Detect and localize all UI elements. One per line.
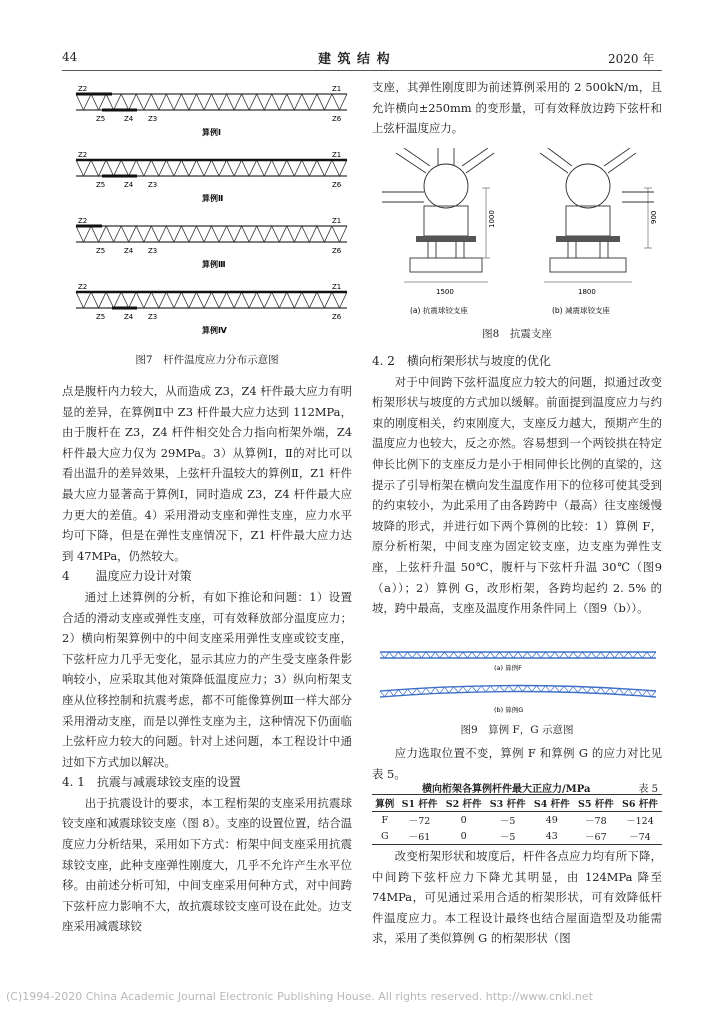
journal-title: 建 筑 结 构: [318, 52, 391, 67]
damping-bearing-drawing: [540, 148, 658, 315]
dim-a-vertical: 1000: [488, 210, 496, 228]
table-header-row: [372, 795, 662, 812]
bottom-label-z6: Z6: [332, 115, 342, 123]
truss-case-3: [76, 217, 347, 269]
pier: [410, 258, 482, 272]
dim-b-vertical: 900: [650, 210, 658, 224]
sub-caption-f: (a) 算例F: [494, 664, 522, 672]
left-column: [62, 381, 352, 937]
figure-8-caption: 图8 抗震支座: [482, 328, 552, 340]
cell: 0: [460, 830, 467, 842]
web-members: [76, 160, 347, 176]
right-column-bottom: [372, 846, 662, 949]
web-members: [76, 292, 347, 308]
table-5-grid: [372, 794, 662, 845]
sub-caption-b: (b) 减震球铰支座: [552, 306, 610, 315]
truss-case-4: [76, 283, 347, 335]
top-label-z2: Z2: [78, 151, 88, 159]
right-column-mid: [372, 351, 662, 619]
cell: －61: [408, 832, 431, 843]
right-column-top: [372, 77, 662, 139]
paragraph-6: 改变桁架形状和坡度后，杆件各点应力均有所下降，中间跨下弦杆应力下降尤其明显，由 124MPa 降至 74MPa，可见通过采用合适的桁架形状，可有效降低杆件温度应力。本工程设计最终也结合屋面造型及功能需求，采用了类似算例 G 的桁架形状（图: [372, 849, 662, 946]
paragraph-3: 出于抗震设计的要求，本工程桁架的支座采用抗震球铰支座和减震球铰支座（图 8）。支座的设置位置，结合温度应力分析结果，采用如下方式：桁架中间支座采用抗震球铰支座，此种支座弹性刚度大，几乎不允许产生水平位移。由前述分析可知，中间支座采用何种方式，对中间跨下弦杆应力影响不大，故抗震球铰支座可设在此处。边支座采用减震球铰: [62, 795, 352, 934]
cell: －5: [499, 816, 516, 827]
header-cell: S5 杆件: [577, 799, 614, 810]
bottom-label-z3: Z3: [148, 313, 158, 321]
bearing-body: [566, 206, 610, 236]
cell: －124: [626, 816, 654, 827]
cell: －67: [585, 832, 607, 843]
top-label-z1: Z1: [332, 85, 342, 93]
figure-9: [376, 646, 660, 718]
case-caption: 算例Ⅳ: [202, 326, 227, 335]
cell: F: [381, 814, 389, 826]
figure-7: [62, 80, 352, 348]
table-5: [372, 780, 662, 845]
bottom-label-z5: Z5: [96, 247, 106, 255]
paragraph-4: 对于中间跨下弦杆温度应力较大的问题，拟通过改变桁架形状与坡度的方式加以缓解。前面提到温度应力与约束的刚度相关，约束刚度大，支座反力越大，预期产生的温度应力也较大，反之亦然。容易想到一个两铰拱在特定伸长比例下的支座反力是小于相同伸长比例的直梁的，这提示了引导桁架在横向发生温度作用下的位移可使其受到的约束较小，为此采用了由各跨跨中（最高）往支座缓慢坡降的形式，并进行如下两个算例的比较：1）算例 F，原分析桁架，中间支座为固定铰支座，边支座为弹性支座，上弦杆升温 50℃，腹杆与下弦杆升温 30℃（图9（a））；2）算例 G，改形桁架，各跨均起约 2. 5% 的坡，跨中最高，支座及温度作用条件同上（图9（b））。: [372, 374, 662, 616]
cell: 43: [545, 830, 558, 842]
cell: －78: [585, 816, 607, 827]
table-row: [372, 828, 662, 845]
truss-model-f: [380, 652, 656, 672]
cell: －5: [499, 832, 516, 843]
table-5-label: 表 5: [638, 784, 658, 795]
paragraph-2: 通过上述算例的分析，有如下推论和问题：1）设置合适的滑动支座或弹性支座，可有效释放部分温度应力；2）横向桁架算例中的中间支座采用弹性支座或铰支座，下弦杆应力几乎无变化，显示其应力的产生受支座条件影响较小，应采取其他对策降低温度应力；3）纵向桁架支座从位移控制和抗震考虑，都不可能像算例Ⅲ一样大部分采用滑动支座，而是以弹性支座为主，这种情况下仍面临上弦杆应力较大的问题。针对上述问题，本工程设计中通过如下方式加以解决。: [62, 589, 352, 769]
truss-case-2: [76, 151, 347, 203]
table-row: [372, 812, 662, 829]
top-label-z1: Z1: [332, 217, 342, 225]
page-number: 44: [62, 50, 78, 64]
cell: －74: [629, 832, 651, 843]
top-label-z2: Z2: [78, 85, 88, 93]
cell: 0: [460, 814, 467, 826]
top-label-z1: Z1: [332, 283, 342, 291]
figure-8: [376, 148, 660, 320]
seismic-bearing-drawing: [382, 148, 496, 315]
copyright-footer: (C)1994-2020 China Academic Journal Electronic Publishing House. All rights reserved. http://www.cnki.net: [6, 990, 593, 1003]
sub-caption-a: (a) 抗震球铰支座: [410, 306, 468, 315]
bottom-label-z5: Z5: [96, 313, 106, 321]
top-label-z2: Z2: [78, 283, 88, 291]
right-column-p5: [372, 743, 662, 784]
bottom-label-z6: Z6: [332, 247, 342, 255]
cell: G: [380, 830, 389, 842]
table-5-title: 横向桁架各算例杆件最大正应力/MPa: [422, 784, 591, 795]
paragraph-5: 应力选取位置不变，算例 F 和算例 G 的应力对比见表 5。: [372, 746, 662, 781]
bottom-label-z4: Z4: [124, 181, 134, 189]
dim-a: 1500: [436, 288, 454, 296]
section-4-2-heading: 4. 2 横向桁架形状与坡度的优化: [372, 354, 551, 368]
paragraph-1: 点是腹杆内力较大，从而造成 Z3，Z4 杆件最大应力有明显的差异，在算例Ⅱ中 Z3 杆件最大应力达到 112MPa，由于腹杆在 Z3，Z4 杆件相交处合力指向桁架外端，Z4 杆件最大应力仅为 29MPa。3）从算例Ⅰ，Ⅱ的对比可以看出温升的差异效果，上弦杆升温较大的算例Ⅱ，Z1 杆件最大应力显著高于算例Ⅰ，同时造成 Z3，Z4 杆件最大应力更大的差值。4）采用滑动支座和弹性支座，应力水平均可下降，但是在弹性支座情况下，Z1 杆件最大应力达到 47MPa，仍然较大。: [62, 384, 352, 563]
top-label-z2: Z2: [78, 217, 88, 225]
case-caption: 算例Ⅱ: [202, 194, 224, 203]
truss-case-1: [76, 85, 347, 137]
cell: －72: [408, 816, 431, 827]
figure-9-caption: 图9 算例 F，G 示意图: [460, 724, 574, 736]
bottom-label-z6: Z6: [332, 181, 342, 189]
section-4-heading: [62, 566, 352, 587]
truss-diagrams: [62, 80, 352, 348]
section-4-number: 4: [62, 569, 70, 584]
bottom-label-z3: Z3: [148, 181, 158, 189]
base-plate: [416, 236, 476, 242]
case-caption: 算例Ⅲ: [202, 260, 226, 269]
base-plate: [556, 236, 620, 242]
bearing-drawings: [376, 148, 660, 320]
bottom-label-z5: Z5: [96, 181, 106, 189]
bearing-body: [424, 206, 468, 236]
truss-models: [376, 646, 660, 718]
ball-joint: [566, 164, 610, 208]
bottom-label-z4: Z4: [124, 247, 134, 255]
header-cell: 算例: [375, 799, 395, 810]
bottom-label-z4: Z4: [124, 115, 134, 123]
bottom-label-z5: Z5: [96, 115, 106, 123]
table-5-title-row: [372, 780, 662, 794]
header-cell: S2 杆件: [445, 799, 482, 810]
header-cell: S6 杆件: [622, 799, 658, 810]
bottom-label-z3: Z3: [148, 247, 158, 255]
web-members: [76, 94, 347, 110]
top-label-z1: Z1: [332, 151, 342, 159]
pier: [550, 258, 626, 272]
bottom-label-z6: Z6: [332, 313, 342, 321]
truss-model-g: [380, 686, 656, 715]
year: 2020 年: [608, 52, 655, 66]
section-4-1-heading: 4. 1 抗震与减震球铰支座的设置: [62, 775, 241, 790]
section-4-title: 温度应力设计对策: [95, 569, 192, 584]
ball-joint: [424, 164, 468, 208]
paragraph-top: 支座，其弹性刚度即为前述算例采用的 2 500kN/m，且允许横向±250mm 的变形量，可有效释放边跨下弦杆和上弦杆温度应力。: [372, 80, 662, 136]
header-cell: S4 杆件: [533, 799, 570, 810]
web-members: [76, 226, 347, 242]
cell: 49: [545, 814, 558, 826]
header-cell: S1 杆件: [401, 799, 438, 810]
case-caption: 算例Ⅰ: [202, 128, 221, 137]
header-cell: S3 杆件: [489, 799, 526, 810]
sub-caption-g: (b) 算例G: [494, 706, 524, 714]
header-rule: [62, 70, 662, 71]
bottom-label-z4: Z4: [124, 313, 134, 321]
bottom-label-z3: Z3: [148, 115, 158, 123]
figure-7-caption: 图7 杆件温度应力分布示意图: [135, 354, 279, 366]
dim-b: 1800: [578, 288, 596, 296]
